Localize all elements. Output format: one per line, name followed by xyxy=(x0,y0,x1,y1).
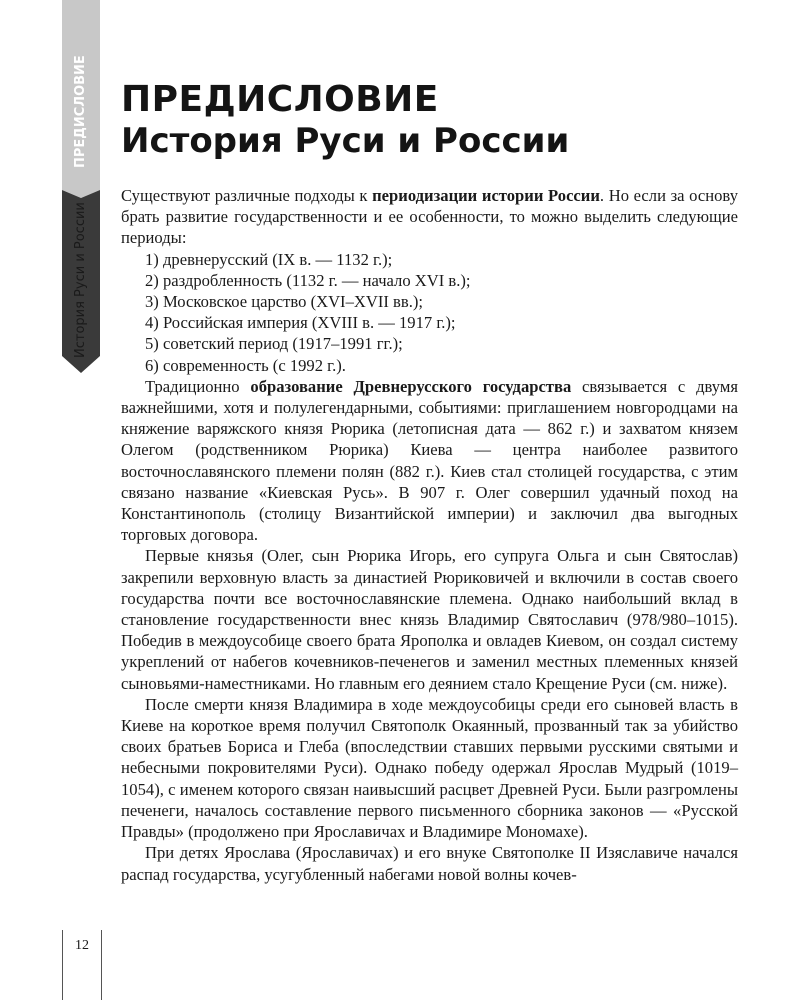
paragraph-periodization xyxy=(121,185,738,249)
paragraph-first-princes: Первые князья (Олег, сын Рюрика Игорь, его супруга Ольга и сын Святослав) закрепили верховную власть за династией Рюриковичей и включили в состав своего государства почти все восточнославянские племена. Однако наибольший вклад в становление государственности внес князь Владимир Святославич (978/980–1015). Победив в междоусобице своего брата Ярополка и овладев Киевом, он создал систему укреплений от набегов кочевников-печенегов и заменил местных племенных князей сыновьями-наместниками. Но главным его деянием стало Крещение Руси (см. ниже). xyxy=(121,546,738,693)
paragraph-periodization-start: Существуют различные подходы к xyxy=(121,186,373,205)
section-side-tab xyxy=(62,0,100,376)
page-title: ПРЕДИСЛОВИЕ xyxy=(121,79,439,120)
paragraph-periodization-end: . Но если за основу брать развитие государственности и ее особенности, то можно выделить следующие периоды: xyxy=(121,186,738,248)
list-item: 2) раздробленность (1132 г. — начало XVI в.); xyxy=(145,270,471,290)
list-item: 3) Московское царство (XVI–XVII вв.); xyxy=(145,292,424,312)
paragraph-formation-end: связывается с двумя важнейшими, хотя и полулегендарными, событиями: приглашением новгородцами на княжение варяжского князя Рюрика (летописная дата — 862 г.) и захватом князем Олегом (родственником Рюрика) Киева — центра наиболее развитого восточнославянского племени полян (882 г.). Киев стал столицей государства, с этим связано название «Киевская Русь». В 907 г. Олег совершил удачный поход на Константинополь (столицу Византийской империи) и заключил два выгодных торговых договора. xyxy=(121,376,738,545)
paragraph-formation xyxy=(121,376,738,546)
side-tab-book-label: История Руси и России xyxy=(73,202,88,358)
paragraph-decline: При детях Ярослава (Ярославичах) и его внуке Святополке II Изяславиче начался распад государства, усугубленный набегами новой волны кочев- xyxy=(121,843,738,884)
page-number: 12 xyxy=(75,938,89,953)
page-subtitle: История Руси и России xyxy=(121,121,570,161)
body-text xyxy=(121,185,738,885)
term-formation: образование Древнерусского государства xyxy=(250,376,572,396)
list-item: 4) Российская империя (XVIII в. — 1917 г.); xyxy=(145,313,456,333)
list-item: 6) современность (с 1992 г.). xyxy=(145,355,346,375)
periods-list xyxy=(121,249,738,376)
list-item: 5) советский период (1917–1991 гг.); xyxy=(145,334,403,354)
side-tab-section-label: ПРЕДИСЛОВИЕ xyxy=(73,55,88,168)
list-item: 1) древнерусский (IX в. — 1132 г.); xyxy=(145,249,393,269)
paragraph-formation-start: Традиционно xyxy=(145,376,251,396)
term-periodization: периодизации истории России xyxy=(372,186,600,205)
page-number-box xyxy=(62,930,102,1000)
paragraph-yaroslav: После смерти князя Владимира в ходе междоусобицы среди его сыновей власть в Киеве на короткое время получил Святополк Окаянный, прозванный так за убийство своих братьев Бориса и Глеба (впоследствии ставших первыми русскими святыми и небесными покровителями Руси). Однако победу одержал Ярослав Мудрый (1019–1054), с именем которого связан наивысший расцвет Древней Руси. Были разгромлены печенеги, началось составление первого письменного сборника законов — «Русской Правды» (продолжено при Ярославичах и Владимире Мономахе). xyxy=(121,694,738,842)
